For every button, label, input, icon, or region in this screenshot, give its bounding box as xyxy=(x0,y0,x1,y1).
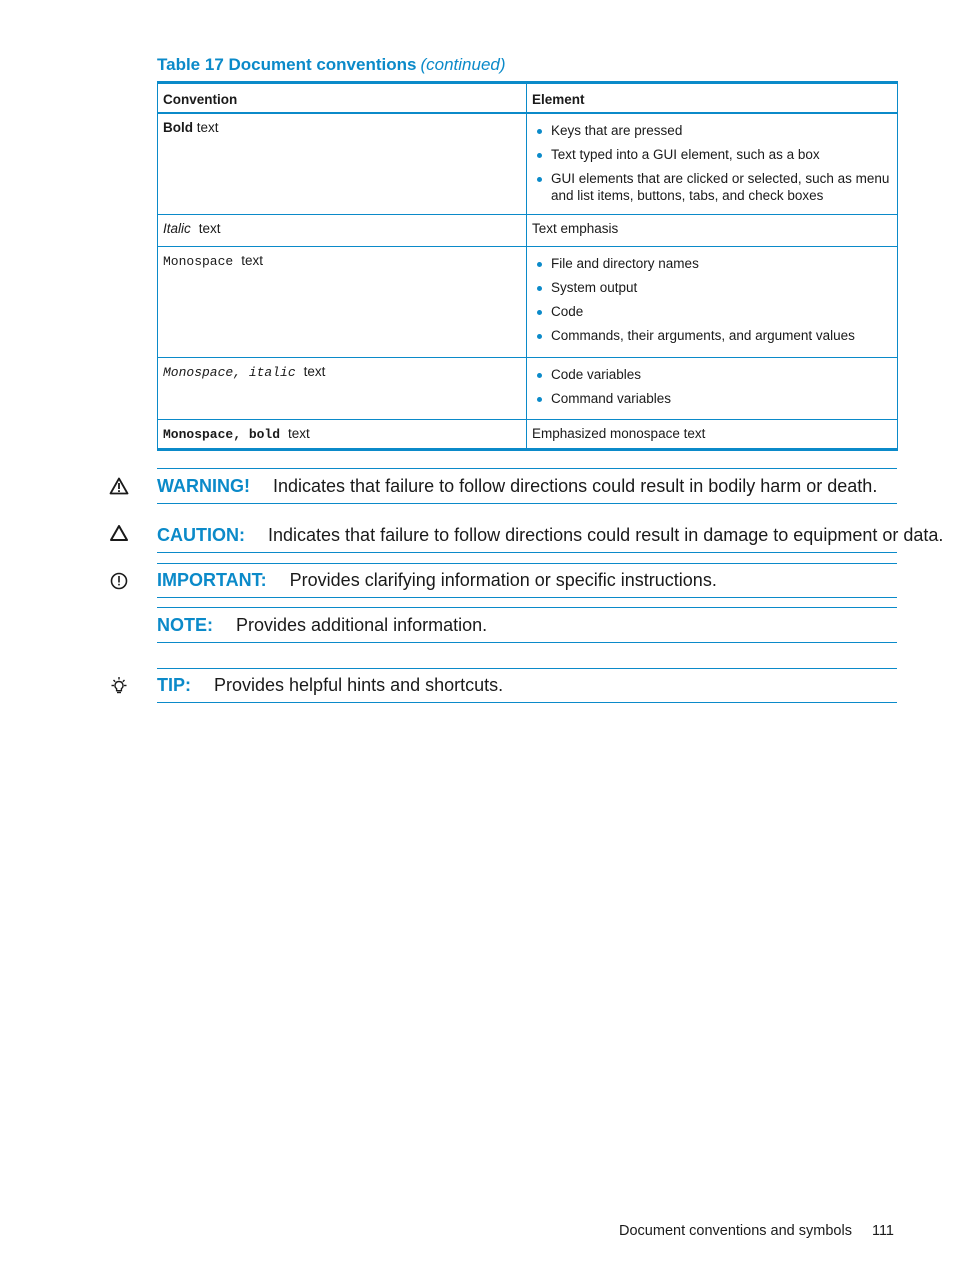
convention-cell xyxy=(158,419,527,449)
element-cell: Text emphasis xyxy=(527,214,898,246)
convention-sample: Monospace xyxy=(163,253,234,269)
important-admonition xyxy=(157,563,897,598)
table-row xyxy=(158,246,898,357)
page-number: 111 xyxy=(871,1223,894,1239)
header-convention: Convention xyxy=(158,83,527,114)
warning-admonition xyxy=(157,468,897,504)
table-caption xyxy=(157,55,506,75)
table-row xyxy=(158,419,898,449)
list-item: Commands, their arguments, and argument values xyxy=(532,327,892,344)
convention-sample: Monospace, bold xyxy=(163,426,281,442)
header-element: Element xyxy=(527,83,898,114)
warning-text: Indicates that failure to follow directions could result in bodily harm or death. xyxy=(273,475,878,496)
caution-label: CAUTION: xyxy=(157,524,245,545)
caution-icon xyxy=(109,523,129,543)
caution-admonition xyxy=(157,518,944,553)
table-row xyxy=(158,113,898,214)
warning-icon xyxy=(109,476,129,496)
element-list xyxy=(532,364,892,407)
convention-sample: Italic xyxy=(163,220,191,236)
list-item: Keys that are pressed xyxy=(532,122,892,139)
convention-suffix: text xyxy=(241,252,263,268)
list-item: Code xyxy=(532,303,892,320)
list-item: File and directory names xyxy=(532,255,892,272)
element-cell xyxy=(527,357,898,419)
list-item: System output xyxy=(532,279,892,296)
element-cell: Emphasized monospace text xyxy=(527,419,898,449)
list-item: Code variables xyxy=(532,366,892,383)
convention-sample: Monospace, italic xyxy=(163,364,296,380)
element-cell xyxy=(527,246,898,357)
convention-suffix: text xyxy=(303,363,326,379)
convention-cell xyxy=(158,113,527,214)
lightbulb-icon xyxy=(109,676,129,696)
convention-suffix: text xyxy=(198,220,221,236)
table-row xyxy=(158,214,898,246)
note-label: NOTE: xyxy=(157,614,213,635)
important-text: Provides clarifying information or specific instructions. xyxy=(289,570,717,590)
conventions-table xyxy=(157,81,898,451)
list-item: Text typed into a GUI element, such as a box xyxy=(532,146,892,163)
page-footer xyxy=(619,1223,894,1239)
list-item: Command variables xyxy=(532,390,892,407)
list-item: GUI elements that are clicked or selected, such as menu and list items, buttons, tabs, and check boxes xyxy=(532,170,892,204)
tip-label: TIP: xyxy=(157,675,191,695)
element-list xyxy=(532,253,892,344)
convention-suffix: text xyxy=(288,425,310,441)
table-row xyxy=(158,357,898,419)
warning-label: WARNING! xyxy=(157,475,250,496)
table-title: Table 17 Document conventions xyxy=(157,55,417,74)
table-continued-note: (continued) xyxy=(420,55,506,74)
note-admonition xyxy=(157,607,897,643)
convention-cell xyxy=(158,357,527,419)
convention-sample: Bold xyxy=(163,120,193,135)
caution-text: Indicates that failure to follow directions could result in damage to equipment or data. xyxy=(268,524,944,545)
convention-cell xyxy=(158,214,527,246)
important-label: IMPORTANT: xyxy=(157,570,267,590)
convention-suffix: text xyxy=(196,120,219,135)
footer-section-title: Document conventions and symbols xyxy=(619,1223,852,1239)
important-icon xyxy=(109,571,129,591)
convention-cell xyxy=(158,246,527,357)
element-list xyxy=(532,120,892,204)
tip-admonition xyxy=(157,668,897,703)
note-text: Provides additional information. xyxy=(236,614,488,635)
table-header-row xyxy=(158,83,898,114)
element-cell xyxy=(527,113,898,214)
tip-text: Provides helpful hints and shortcuts. xyxy=(214,675,504,695)
